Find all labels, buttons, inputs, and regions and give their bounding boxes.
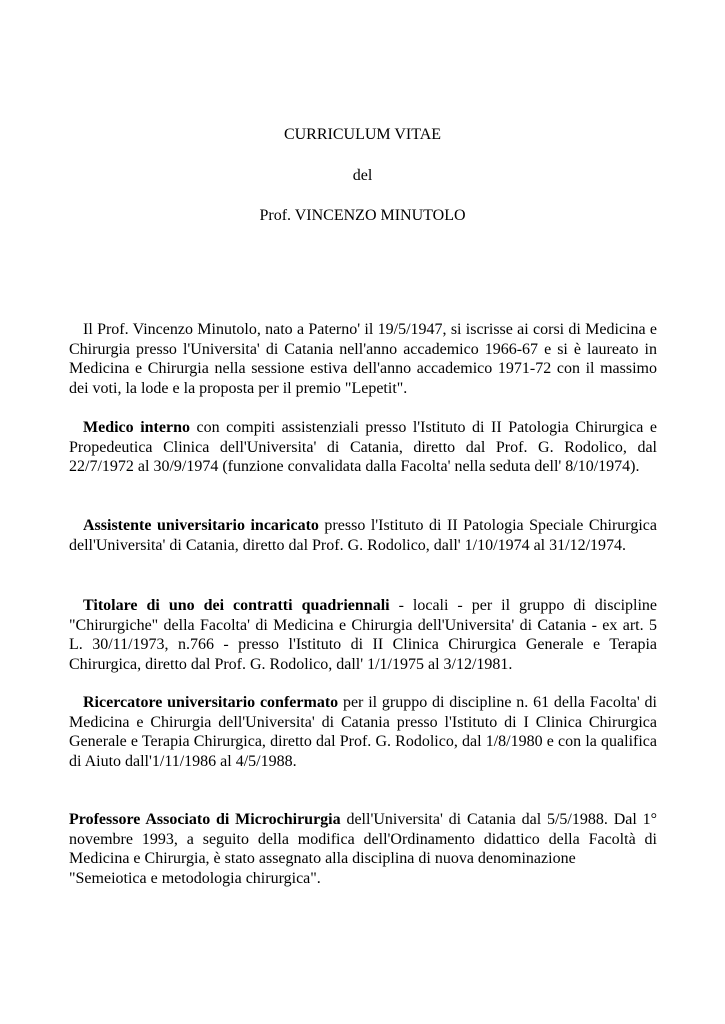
person-name: Prof. VINCENZO MINUTOLO [259,207,466,224]
paragraph-biography [69,320,657,398]
paragraph-titolare [69,596,657,674]
paragraph-heading: Ricercatore universitario confermato [83,694,339,711]
paragraph-medico-interno [69,418,657,477]
paragraph-text: per il gruppo di discipline n. 61 della Facolta' di Medicina e Chirurgia dell'Universita' di Catania presso l'Istituto di I Clinica Chirurgica Generale e Terapia Chirurgica, diretto dal Prof. G. Rodolico, dal 1/8/1980 e con la qualifica di Aiuto dall'1/11/1986 al 4/5/1988. [69,694,657,770]
paragraph-text: dell'Universita' di Catania dal 5/5/1988. Dal 1° novembre 1993, a seguito della modifica dell'Ordinamento didattico della Facoltà di Medicina e Chirurgia, è stato assegnato alla disciplina di nuova denominazione [69,811,658,867]
paragraph-text: con compiti assistenziali presso l'Istituto di II Patologia Chirurgica e Propedeutica Clinica dell'Universita' di Catania, diretto dal Prof. G. Rodolico, dal 22/7/1972 al 30/9/1974 (funzione convalidata dalla Facolta' nella seduta dell' 8/10/1974). [69,419,657,475]
paragraph-heading: Assistente universitario incaricato [83,517,319,534]
paragraph-professore [69,810,657,888]
paragraph-assistente [69,516,657,555]
paragraph-heading: Titolare di uno dei contratti quadriennali [83,597,390,614]
paragraph-ricercatore [69,693,657,771]
paragraph-last-line: "Semeiotica e metodologia chirurgica". [69,869,321,887]
paragraph-text: presso l'Istituto di II Patologia Speciale Chirurgica dell'Universita' di Catania, diretto dal Prof. G. Rodolico, dall' 1/10/1974 al 31/12/1974. [69,517,657,554]
document-title: CURRICULUM VITAE [283,126,442,143]
title-connector: del [352,167,373,184]
paragraph-heading: Professore Associato di Microchirurgia [69,811,341,828]
paragraph-text: Il Prof. Vincenzo Minutolo, nato a Paterno' il 19/5/1947, si iscrisse ai corsi di Medicina e Chirurgia presso l'Universita' di Catania nell'anno accademico 1966-67 e si è laureato in Medicina e Chirurgia nella sessione estiva dell'anno accademico 1971-72 con il massimo dei voti, la lode e la proposta per il premio "Lepetit". [69,321,657,397]
paragraph-text: - locali - per il gruppo di discipline "Chirurgiche" della Facolta' di Medicina e Chirurgia dell'Universita' di Catania - ex art. 5 L. 30/11/1973, n.766 - presso l'Istituto di II Clinica Chirurgica Generale e Terapia Chirurgica, diretto dal Prof. G. Rodolico, dall' 1/1/1975 al 3/12/1981. [69,597,658,673]
paragraph-heading: Medico interno [83,419,190,436]
